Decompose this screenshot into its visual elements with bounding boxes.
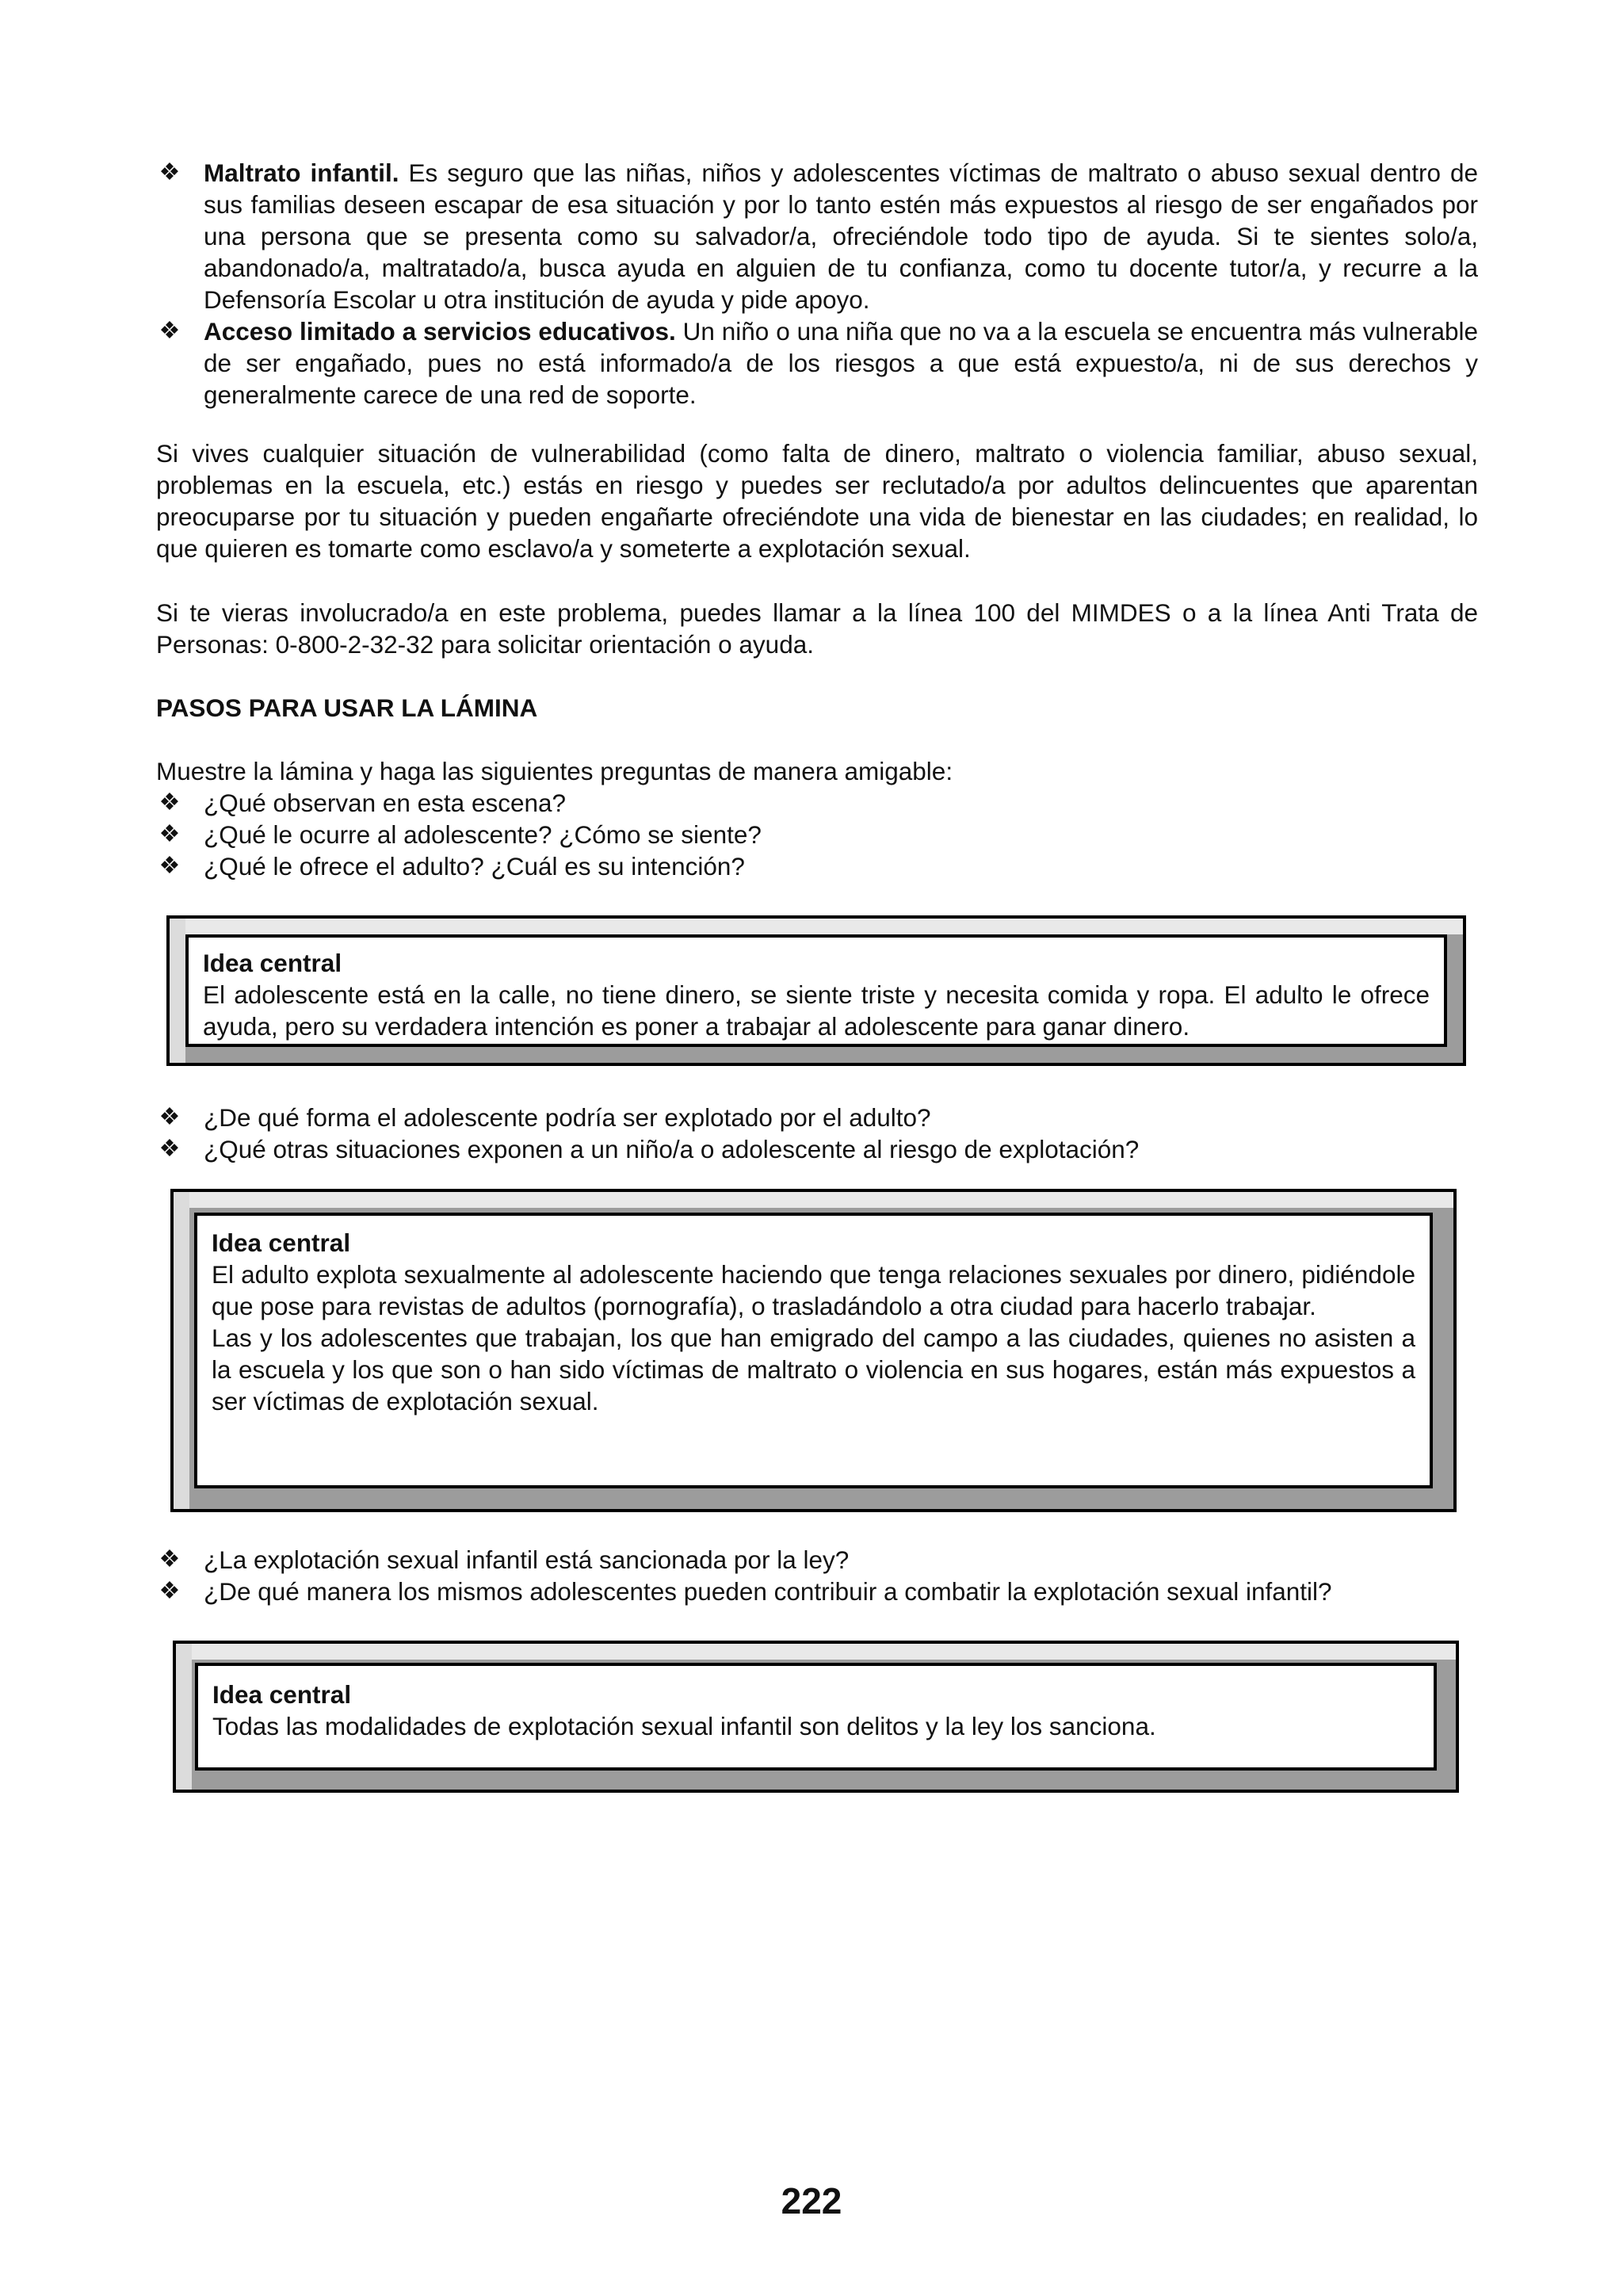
item-text: Es seguro que las niñas, niños y adolescentes víctimas de maltrato o abuso sexual dentro de sus familias deseen escapar de esa situación y por lo tanto estén más expuestos al riesgo de ser engañados por una persona que se presenta como su salvador/a, ofreciéndole todo tipo de ayuda. Si te sientes solo/a, abandonado/a, maltratado/a, busca ayuda en alguien de tu confianza, como tu docente tutor/a, y recurre a la Defensoría Escolar u otra institución de ayuda y pide apoyo. [204,159,1478,314]
diamond-bullet-icon: ❖ [158,1136,181,1162]
question-list-3 [156,1544,1478,1607]
question-list-2 [156,1102,1478,1165]
list-item [156,1544,1478,1576]
risk-factor-list [156,157,1478,411]
list-item-maltrato [156,157,1478,315]
page-number: 222 [781,2180,842,2222]
list-item [156,1133,1478,1165]
diamond-bullet-icon: ❖ [158,789,181,816]
question-text: ¿Qué observan en esta escena? [204,789,567,817]
section-heading: PASOS PARA USAR LA LÁMINA [156,693,538,722]
diamond-bullet-icon: ❖ [158,853,181,879]
item-text: Un niño o una niña que no va a la escuela se encuentra más vulnerable de ser engañado, pues no está informado/a de los riesgos a que está expuesto/a, ni de sus derechos y generalmente carece de una red de soporte. [204,317,1478,409]
idea-central-box-3 [173,1641,1459,1793]
diamond-bullet-icon: ❖ [158,821,181,847]
question-list-1 [156,787,1478,882]
paragraph-helpline: Si te vieras involucrado/a en este problema, puedes llamar a la línea 100 del MIMDES o a la línea Anti Trata de Personas: 0-800-2-32-32 para solicitar orientación o ayuda. [156,598,1478,659]
paragraph-vulnerability: Si vives cualquier situación de vulnerabilidad (como falta de dinero, maltrato o violencia familiar, abuso sexual, problemas en la escuela, etc.) estás en riesgo y puedes ser reclutado/a por adultos delincuentes que aparentan preocuparse por tu situación y pueden engañarte ofreciéndote una vida de bienestar en las ciudades; en realidad, lo que quieren es tomarte como esclavo/a y someterte a explotación sexual. [156,439,1478,563]
question-text: ¿De qué forma el adolescente podría ser explotado por el adulto? [204,1103,931,1132]
box-text: El adulto explota sexualmente al adolescente haciendo que tenga relaciones sexuales por dinero, pidiéndole que pose para revistas de adultos (pornografía), o trasladándolo a otra ciudad para hacerlo trabajar. [212,1260,1415,1320]
idea-central-box-1 [166,915,1466,1066]
box-text: El adolescente está en la calle, no tiene dinero, se siente triste y necesita comida y ropa. El adulto le ofrece ayuda, pero su verdadera intención es poner a trabajar al adolescente para ganar dinero. [203,980,1430,1041]
box-text: Las y los adolescentes que trabajan, los que han emigrado del campo a las ciudades, quienes no asisten a la escuela y los que son o han sido víctimas de maltrato o violencia en sus hogares, están más expuestos a ser víctimas de explotación sexual. [212,1324,1415,1415]
item-heading: Maltrato infantil. [204,159,399,187]
question-text: ¿Qué le ocurre al adolescente? ¿Cómo se siente? [204,820,762,849]
question-text: ¿La explotación sexual infantil está sancionada por la ley? [204,1545,850,1574]
box-text: Todas las modalidades de explotación sexual infantil son delitos y la ley los sanciona. [212,1712,1156,1740]
list-item [156,1102,1478,1133]
diamond-bullet-icon: ❖ [158,1104,181,1130]
diamond-bullet-icon: ❖ [158,159,181,185]
idea-central-box-2 [170,1189,1457,1512]
question-text: ¿De qué manera los mismos adolescentes pueden contribuir a combatir la explotación sexual infantil? [204,1577,1332,1606]
question-text: ¿Qué otras situaciones exponen a un niño/a o adolescente al riesgo de explotación? [204,1135,1140,1163]
list-item [156,787,1478,819]
diamond-bullet-icon: ❖ [158,318,181,344]
list-item-acceso [156,315,1478,411]
item-heading: Acceso limitado a servicios educativos. [204,317,676,346]
list-item [156,1576,1478,1607]
box-title: Idea central [212,1680,352,1709]
intro-text: Muestre la lámina y haga las siguientes preguntas de manera amigable: [156,757,953,785]
diamond-bullet-icon: ❖ [158,1546,181,1572]
question-text: ¿Qué le ofrece el adulto? ¿Cuál es su intención? [204,852,745,881]
list-item [156,819,1478,850]
list-item [156,850,1478,882]
box-title: Idea central [203,949,342,977]
diamond-bullet-icon: ❖ [158,1578,181,1604]
box-title: Idea central [212,1228,351,1257]
